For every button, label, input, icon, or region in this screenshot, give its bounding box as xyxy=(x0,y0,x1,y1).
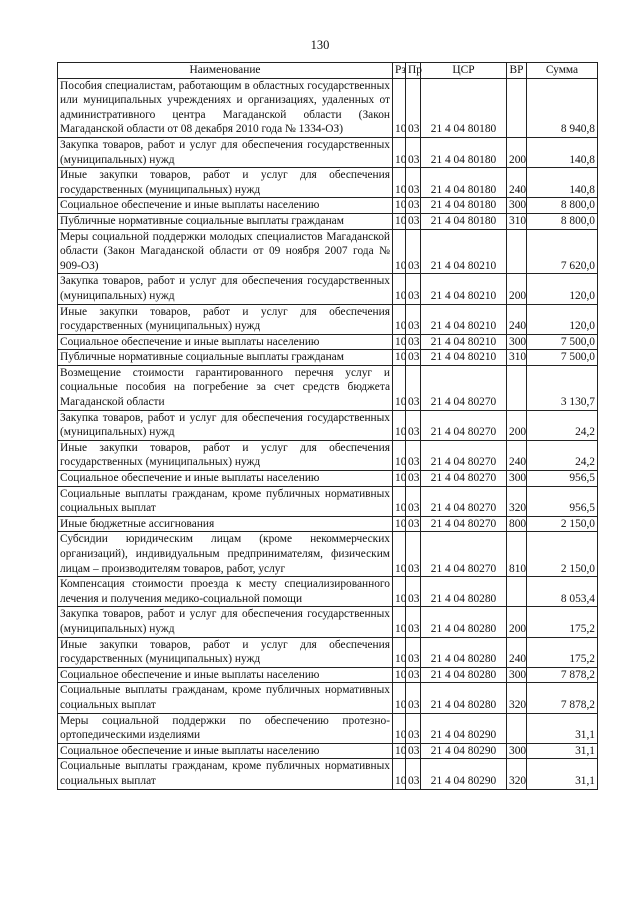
cell-pr: 03 xyxy=(406,78,421,137)
table-row xyxy=(58,486,598,516)
table-row xyxy=(58,350,598,366)
cell-rz: 10 xyxy=(393,198,406,214)
header-name: Наименование xyxy=(58,63,393,79)
cell-pr: 03 xyxy=(406,713,421,743)
cell-sum: 175,2 xyxy=(527,637,598,667)
table-row xyxy=(58,137,598,167)
cell-rz: 10 xyxy=(393,168,406,198)
cell-csr: 21 4 04 80280 xyxy=(421,577,507,607)
header-vr: ВР xyxy=(507,63,527,79)
header-pr: Пр xyxy=(406,63,421,79)
cell-sum: 956,5 xyxy=(527,486,598,516)
cell-vr xyxy=(507,229,527,274)
cell-pr: 03 xyxy=(406,213,421,229)
cell-sum: 140,8 xyxy=(527,168,598,198)
cell-name: Иные бюджетные ассигнования xyxy=(58,516,393,532)
cell-rz: 10 xyxy=(393,365,406,410)
cell-pr: 03 xyxy=(406,667,421,683)
cell-name: Социальное обеспечение и иные выплаты населению xyxy=(58,471,393,487)
cell-rz: 10 xyxy=(393,137,406,167)
cell-sum: 8 940,8 xyxy=(527,78,598,137)
cell-vr: 200 xyxy=(507,607,527,637)
cell-csr: 21 4 04 80290 xyxy=(421,713,507,743)
cell-sum: 8 800,0 xyxy=(527,213,598,229)
cell-sum: 24,2 xyxy=(527,440,598,470)
cell-csr: 21 4 04 80180 xyxy=(421,213,507,229)
table-header-row xyxy=(58,63,598,79)
cell-csr: 21 4 04 80290 xyxy=(421,743,507,759)
cell-rz: 10 xyxy=(393,713,406,743)
cell-pr: 03 xyxy=(406,607,421,637)
cell-name: Меры социальной поддержки молодых специалистов Магаданской области (Закон Магаданской области от 09 ноября 2007 года № 909-ОЗ) xyxy=(58,229,393,274)
cell-vr: 320 xyxy=(507,683,527,713)
table-row xyxy=(58,440,598,470)
cell-pr: 03 xyxy=(406,637,421,667)
cell-name: Пособия специалистам, работающим в областных государственных или муниципальных учреждениях и организациях, удаленных от административного центра Магаданской области (Закон Магаданской области от 08 декабря 2010 года № 1334-ОЗ) xyxy=(58,78,393,137)
cell-rz: 10 xyxy=(393,471,406,487)
cell-pr: 03 xyxy=(406,743,421,759)
cell-rz: 10 xyxy=(393,350,406,366)
cell-csr: 21 4 04 80180 xyxy=(421,168,507,198)
cell-name: Возмещение стоимости гарантированного перечня услуг и социальные пособия на погребение за счет средств бюджета Магаданской области xyxy=(58,365,393,410)
cell-csr: 21 4 04 80210 xyxy=(421,274,507,304)
cell-csr: 21 4 04 80290 xyxy=(421,759,507,789)
cell-vr: 200 xyxy=(507,274,527,304)
cell-pr: 03 xyxy=(406,577,421,607)
cell-rz: 10 xyxy=(393,440,406,470)
cell-vr: 800 xyxy=(507,516,527,532)
cell-rz: 10 xyxy=(393,229,406,274)
cell-pr: 03 xyxy=(406,168,421,198)
cell-name: Социальные выплаты гражданам, кроме публичных нормативных социальных выплат xyxy=(58,486,393,516)
cell-vr: 240 xyxy=(507,637,527,667)
cell-pr: 03 xyxy=(406,304,421,334)
cell-vr: 200 xyxy=(507,410,527,440)
cell-vr: 320 xyxy=(507,759,527,789)
cell-vr: 300 xyxy=(507,471,527,487)
cell-name: Закупка товаров, работ и услуг для обеспечения государственных (муниципальных) нужд xyxy=(58,410,393,440)
cell-rz: 10 xyxy=(393,667,406,683)
cell-vr: 810 xyxy=(507,532,527,577)
cell-sum: 31,1 xyxy=(527,743,598,759)
cell-sum: 31,1 xyxy=(527,713,598,743)
cell-csr: 21 4 04 80280 xyxy=(421,667,507,683)
cell-csr: 21 4 04 80210 xyxy=(421,334,507,350)
cell-rz: 10 xyxy=(393,213,406,229)
cell-pr: 03 xyxy=(406,486,421,516)
cell-name: Публичные нормативные социальные выплаты гражданам xyxy=(58,213,393,229)
cell-name: Социальные выплаты гражданам, кроме публичных нормативных социальных выплат xyxy=(58,683,393,713)
cell-rz: 10 xyxy=(393,304,406,334)
cell-pr: 03 xyxy=(406,440,421,470)
table-row xyxy=(58,743,598,759)
cell-name: Меры социальной поддержки по обеспечению протезно-ортопедическими изделиями xyxy=(58,713,393,743)
header-rz: Рз xyxy=(393,63,406,79)
cell-pr: 03 xyxy=(406,229,421,274)
cell-sum: 7 878,2 xyxy=(527,683,598,713)
table-row xyxy=(58,304,598,334)
cell-rz: 10 xyxy=(393,486,406,516)
header-sum: Сумма xyxy=(527,63,598,79)
cell-csr: 21 4 04 80180 xyxy=(421,137,507,167)
cell-name: Иные закупки товаров, работ и услуг для обеспечения государственных (муниципальных) нужд xyxy=(58,168,393,198)
cell-vr: 240 xyxy=(507,304,527,334)
table-row xyxy=(58,365,598,410)
cell-pr: 03 xyxy=(406,471,421,487)
cell-sum: 7 878,2 xyxy=(527,667,598,683)
cell-pr: 03 xyxy=(406,274,421,304)
budget-table xyxy=(57,62,598,790)
cell-rz: 10 xyxy=(393,78,406,137)
cell-vr xyxy=(507,713,527,743)
table-row xyxy=(58,607,598,637)
cell-rz: 10 xyxy=(393,274,406,304)
cell-vr: 300 xyxy=(507,334,527,350)
cell-vr: 300 xyxy=(507,667,527,683)
cell-pr: 03 xyxy=(406,410,421,440)
cell-rz: 10 xyxy=(393,334,406,350)
cell-pr: 03 xyxy=(406,516,421,532)
table-row xyxy=(58,471,598,487)
cell-pr: 03 xyxy=(406,365,421,410)
table-row xyxy=(58,516,598,532)
cell-csr: 21 4 04 80180 xyxy=(421,78,507,137)
cell-csr: 21 4 04 80270 xyxy=(421,486,507,516)
table-row xyxy=(58,168,598,198)
cell-sum: 120,0 xyxy=(527,274,598,304)
cell-csr: 21 4 04 80270 xyxy=(421,440,507,470)
cell-rz: 10 xyxy=(393,607,406,637)
cell-vr: 300 xyxy=(507,743,527,759)
cell-vr: 310 xyxy=(507,350,527,366)
cell-name: Публичные нормативные социальные выплаты гражданам xyxy=(58,350,393,366)
cell-vr xyxy=(507,365,527,410)
cell-rz: 10 xyxy=(393,637,406,667)
cell-sum: 24,2 xyxy=(527,410,598,440)
cell-csr: 21 4 04 80270 xyxy=(421,471,507,487)
cell-name: Закупка товаров, работ и услуг для обеспечения государственных (муниципальных) нужд xyxy=(58,137,393,167)
cell-name: Иные закупки товаров, работ и услуг для обеспечения государственных (муниципальных) нужд xyxy=(58,637,393,667)
table-row xyxy=(58,683,598,713)
cell-pr: 03 xyxy=(406,759,421,789)
cell-name: Закупка товаров, работ и услуг для обеспечения государственных (муниципальных) нужд xyxy=(58,607,393,637)
cell-name: Социальные выплаты гражданам, кроме публичных нормативных социальных выплат xyxy=(58,759,393,789)
cell-sum: 31,1 xyxy=(527,759,598,789)
cell-csr: 21 4 04 80210 xyxy=(421,304,507,334)
table-row xyxy=(58,198,598,214)
cell-rz: 10 xyxy=(393,743,406,759)
cell-csr: 21 4 04 80270 xyxy=(421,410,507,440)
cell-pr: 03 xyxy=(406,532,421,577)
cell-rz: 10 xyxy=(393,759,406,789)
cell-vr: 320 xyxy=(507,486,527,516)
cell-name: Субсидии юридическим лицам (кроме некоммерческих организаций), индивидуальным предпринимателям, физическим лицам – производителям товаров, работ, услуг xyxy=(58,532,393,577)
cell-vr: 240 xyxy=(507,440,527,470)
cell-csr: 21 4 04 80280 xyxy=(421,683,507,713)
cell-name: Закупка товаров, работ и услуг для обеспечения государственных (муниципальных) нужд xyxy=(58,274,393,304)
cell-name: Иные закупки товаров, работ и услуг для обеспечения государственных (муниципальных) нужд xyxy=(58,440,393,470)
cell-name: Социальное обеспечение и иные выплаты населению xyxy=(58,667,393,683)
table-row xyxy=(58,213,598,229)
cell-vr: 200 xyxy=(507,137,527,167)
cell-rz: 10 xyxy=(393,683,406,713)
cell-rz: 10 xyxy=(393,516,406,532)
cell-vr: 300 xyxy=(507,198,527,214)
cell-pr: 03 xyxy=(406,334,421,350)
cell-name: Компенсация стоимости проезда к месту специализированного лечения и получения медико-социальной помощи xyxy=(58,577,393,607)
cell-rz: 10 xyxy=(393,532,406,577)
cell-vr: 310 xyxy=(507,213,527,229)
cell-csr: 21 4 04 80270 xyxy=(421,365,507,410)
cell-pr: 03 xyxy=(406,137,421,167)
cell-sum: 2 150,0 xyxy=(527,532,598,577)
cell-rz: 10 xyxy=(393,577,406,607)
cell-sum: 8 053,4 xyxy=(527,577,598,607)
cell-sum: 7 620,0 xyxy=(527,229,598,274)
cell-csr: 21 4 04 80280 xyxy=(421,607,507,637)
table-row xyxy=(58,637,598,667)
cell-csr: 21 4 04 80180 xyxy=(421,198,507,214)
cell-vr xyxy=(507,577,527,607)
table-row xyxy=(58,78,598,137)
cell-sum: 2 150,0 xyxy=(527,516,598,532)
table-row xyxy=(58,410,598,440)
cell-sum: 956,5 xyxy=(527,471,598,487)
cell-name: Иные закупки товаров, работ и услуг для обеспечения государственных (муниципальных) нужд xyxy=(58,304,393,334)
table-row xyxy=(58,667,598,683)
cell-rz: 10 xyxy=(393,410,406,440)
cell-name: Социальное обеспечение и иные выплаты населению xyxy=(58,743,393,759)
table-row xyxy=(58,759,598,789)
table-row xyxy=(58,532,598,577)
cell-csr: 21 4 04 80210 xyxy=(421,350,507,366)
cell-name: Социальное обеспечение и иные выплаты населению xyxy=(58,334,393,350)
cell-sum: 3 130,7 xyxy=(527,365,598,410)
table-row xyxy=(58,229,598,274)
cell-sum: 7 500,0 xyxy=(527,350,598,366)
cell-csr: 21 4 04 80210 xyxy=(421,229,507,274)
cell-sum: 120,0 xyxy=(527,304,598,334)
table-row xyxy=(58,577,598,607)
cell-vr xyxy=(507,78,527,137)
cell-sum: 8 800,0 xyxy=(527,198,598,214)
cell-pr: 03 xyxy=(406,683,421,713)
cell-pr: 03 xyxy=(406,198,421,214)
cell-csr: 21 4 04 80270 xyxy=(421,516,507,532)
page-number: 130 xyxy=(310,38,330,52)
cell-sum: 140,8 xyxy=(527,137,598,167)
cell-csr: 21 4 04 80270 xyxy=(421,532,507,577)
cell-sum: 175,2 xyxy=(527,607,598,637)
cell-vr: 240 xyxy=(507,168,527,198)
cell-pr: 03 xyxy=(406,350,421,366)
cell-csr: 21 4 04 80280 xyxy=(421,637,507,667)
cell-sum: 7 500,0 xyxy=(527,334,598,350)
table-row xyxy=(58,713,598,743)
cell-name: Социальное обеспечение и иные выплаты населению xyxy=(58,198,393,214)
table-row xyxy=(58,334,598,350)
table-row xyxy=(58,274,598,304)
header-csr: ЦСР xyxy=(421,63,507,79)
